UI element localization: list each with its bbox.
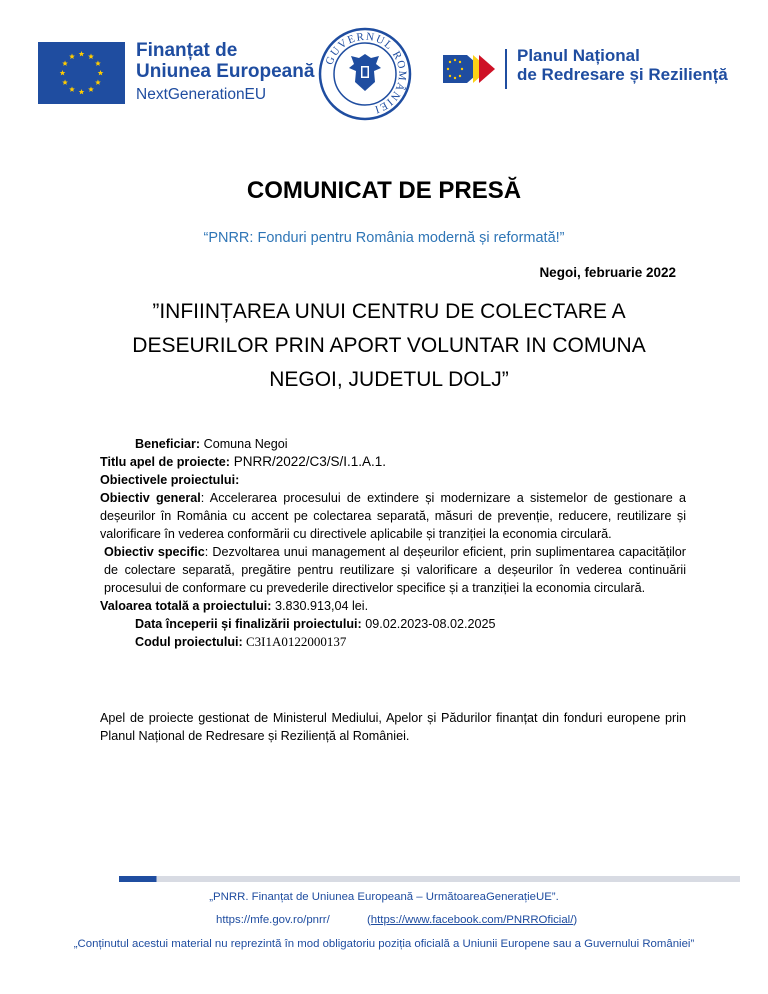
project-details (100, 435, 686, 651)
eu-star-icon (69, 54, 75, 59)
closing-paragraph: Apel de proiecte gestionat de Ministerul Mediului, Apelor și Pădurilor finanțat din fonduri europene prin Planul Național de Redresare și Reziliență al României. (100, 711, 686, 743)
pnrr-logo-mark (443, 49, 509, 89)
eu-star-icon (88, 54, 94, 59)
paren-close: ) (573, 914, 578, 926)
project-title-line-2: DESEURILOR PRIN APORT VOLUNTAR IN COMUNA (132, 334, 646, 357)
cod-label: Codul proiectului: (135, 635, 243, 649)
footer-slogan: „PNRR. Finanțat de Uniunea Europeană – UrmătoareaGenerațieUE”. (209, 891, 559, 903)
eu-star-icon (62, 80, 68, 85)
beneficiar-label: Beneficiar: (135, 437, 201, 451)
eu-star-icon (69, 86, 75, 91)
eu-star-icon (79, 51, 85, 56)
obiectiv-specific (100, 543, 686, 597)
eu-star-icon (62, 61, 68, 66)
eu-line-3: NextGenerationEU (136, 86, 267, 103)
general-label: Obiectiv general (100, 491, 201, 505)
valoare-label: Valoarea totală a proiectului: (100, 599, 272, 613)
subtitle: “PNRR: Fonduri pentru România modernă și reformată!” (203, 230, 565, 246)
data-value: 09.02.2023-08.02.2025 (361, 617, 496, 631)
eu-star-icon (95, 80, 101, 85)
eu-funding-text (136, 40, 314, 106)
page-title: COMUNICAT DE PRESĂ (246, 177, 522, 204)
eu-star-icon (98, 70, 104, 75)
seal-text: GUVERNUL ROMÂNIEI (323, 30, 409, 116)
pnrr-logo-text (517, 46, 728, 84)
pnrr-line-1: Planul Național (517, 46, 640, 65)
specific-label: Obiectiv specific (104, 545, 205, 559)
obiective-heading: Obiectivele proiectului: (100, 473, 240, 487)
project-title-line-3: NEGOI, JUDETUL DOLJ” (269, 368, 509, 391)
obiectiv-general (100, 489, 686, 543)
specific-text: : Dezvoltarea unui management al deșeurilor eficient, prin suplimentarea capacităților de colectare separată, pregătire pentru reutilizare și valorificare a deșeurilor în vederea continuării procesului de conformare cu prevederile directivelor specifice și a tranziției la economia circulară. (104, 545, 686, 595)
mfe-link[interactable]: https://mfe.gov.ro/pnrr/ (216, 914, 330, 926)
eu-star-icon (88, 86, 94, 91)
cod-row (100, 633, 686, 651)
titlu-value: PNRR/2022/C3/S/I.1.A.1. (229, 454, 387, 469)
general-text: : Accelerarea procesului de extindere și modernizare a sistemelor de gestionare a deșeurilor în România cu accent pe colectarea separată, măsuri de prevenție, reducere, reutilizare și valorificare în vederea conformării cu directivele aplicabile și tranziției la economia circulară. (100, 491, 686, 541)
titlu-row (100, 453, 686, 471)
pnrr-line-2: de Redresare și Reziliență (517, 65, 728, 84)
facebook-link[interactable]: https://www.facebook.com/PNRROficial/ (370, 914, 574, 926)
footer-disclaimer: „Conținutul acestui material nu reprezintă în mod obligatoriu poziția oficială a Uniunii Europene sau a Guvernului României” (73, 938, 695, 950)
project-title-line-1: ”INFIINȚAREA UNUI CENTRU DE COLECTARE A (152, 300, 626, 323)
government-seal-logo (318, 27, 412, 121)
beneficiar-row (100, 435, 686, 453)
valoare-row (100, 597, 686, 615)
eu-flag-logo (38, 42, 125, 104)
eu-star-icon (95, 61, 101, 66)
cod-value: C3I1A0122000137 (242, 634, 347, 649)
paren-open: ( (367, 914, 371, 926)
footer-divider (119, 876, 740, 882)
project-title (100, 295, 678, 397)
data-row (100, 615, 686, 633)
eu-star-icon (79, 89, 85, 94)
facebook-link-wrapper (367, 914, 577, 926)
titlu-label: Titlu apel de proiecte: (100, 455, 230, 469)
date-line: Negoi, februarie 2022 (539, 265, 676, 280)
valoare-value: 3.830.913,04 lei. (271, 599, 369, 613)
eu-line-1: Finanțat de (136, 40, 238, 61)
beneficiar-value: Comuna Negoi (200, 437, 288, 451)
data-label: Data începerii și finalizării proiectului: (135, 617, 362, 631)
eu-line-2: Uniunea Europeană (136, 61, 315, 82)
eu-star-icon (60, 70, 66, 75)
